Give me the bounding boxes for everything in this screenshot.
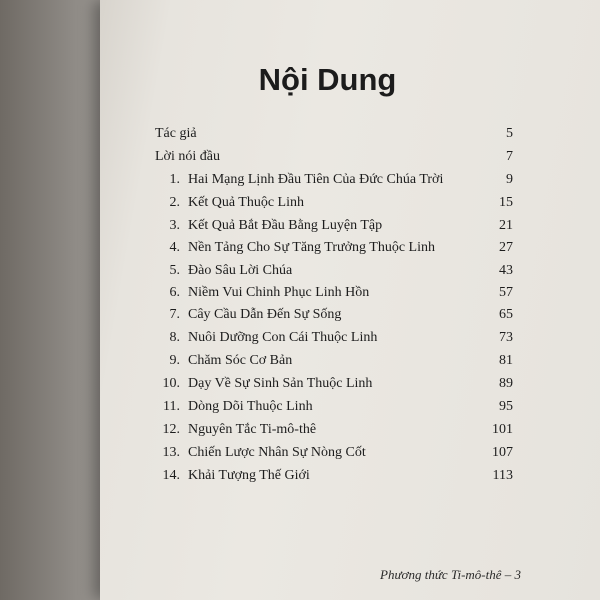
toc-chapter-number: 7.	[169, 307, 180, 322]
toc-chapter-4	[0, 240, 600, 262]
toc-chapter-label: Cây Cầu Dẫn Đến Sự Sống	[188, 307, 342, 322]
toc-chapter-page: 65	[499, 307, 513, 322]
page-footer: Phương thức Ti-mô-thê – 3	[380, 567, 521, 582]
toc-chapter-page: 113	[492, 468, 513, 483]
toc-chapter-label: Nguyên Tắc Ti-mô-thê	[188, 422, 317, 437]
toc-chapter-label: Chiến Lược Nhân Sự Nòng Cốt	[188, 445, 366, 460]
toc-chapter-14	[0, 468, 600, 490]
toc-chapter-page: 95	[499, 399, 513, 414]
toc-chapter-page: 21	[499, 218, 513, 233]
toc-chapter-label: Khải Tượng Thế Giới	[188, 468, 310, 483]
toc-chapter-label: Nuôi Dưỡng Con Cái Thuộc Linh	[188, 330, 378, 345]
toc-chapter-page: 81	[499, 353, 513, 368]
toc-chapter-page: 43	[499, 263, 513, 278]
toc-chapter-number: 3.	[169, 218, 180, 233]
toc-chapter-page: 73	[499, 330, 513, 345]
toc-chapter-label: Dòng Dõi Thuộc Linh	[188, 399, 313, 414]
toc-chapter-label: Dạy Về Sự Sinh Sản Thuộc Linh	[188, 376, 373, 391]
toc-chapter-number: 14.	[162, 468, 180, 483]
toc-chapter-1	[0, 172, 600, 194]
toc-entry-author	[0, 126, 600, 148]
toc-chapter-13	[0, 445, 600, 467]
toc-chapter-number: 8.	[169, 330, 180, 345]
toc-chapter-label: Hai Mạng Lịnh Đầu Tiên Của Đức Chúa Trời	[188, 172, 444, 187]
toc-chapter-page: 9	[506, 172, 513, 187]
toc-chapter-number: 12.	[162, 422, 180, 437]
toc-chapter-8	[0, 330, 600, 352]
toc-chapter-page: 107	[492, 445, 513, 460]
toc-chapter-number: 11.	[163, 399, 180, 414]
toc-chapter-page: 89	[499, 376, 513, 391]
toc-entry-preface	[0, 149, 600, 171]
toc-chapter-number: 4.	[169, 240, 180, 255]
toc-chapter-11	[0, 399, 600, 421]
toc-chapter-label: Nền Tảng Cho Sự Tăng Trưởng Thuộc Linh	[188, 240, 435, 255]
toc-chapter-number: 5.	[169, 263, 180, 278]
toc-chapter-number: 10.	[162, 376, 180, 391]
toc-chapter-6	[0, 285, 600, 307]
page-title: Nội Dung	[258, 62, 397, 97]
toc-chapter-number: 1.	[169, 172, 180, 187]
toc-chapter-label: Kết Quả Thuộc Linh	[188, 195, 304, 210]
toc-chapter-number: 9.	[169, 353, 180, 368]
toc-chapter-5	[0, 263, 600, 285]
toc-chapter-7	[0, 307, 600, 329]
toc-chapter-label: Niềm Vui Chinh Phục Linh Hồn	[188, 285, 370, 300]
toc-chapter-number: 2.	[169, 195, 180, 210]
toc-entry-label: Tác giả	[155, 126, 197, 141]
toc-chapter-10	[0, 376, 600, 398]
toc-chapter-page: 57	[499, 285, 513, 300]
toc-chapter-number: 6.	[169, 285, 180, 300]
toc-entry-page: 5	[506, 126, 513, 141]
toc-chapter-label: Đào Sâu Lời Chúa	[188, 263, 293, 278]
toc-chapter-label: Chăm Sóc Cơ Bản	[188, 353, 293, 368]
toc-chapter-page: 101	[492, 422, 513, 437]
toc-chapter-12	[0, 422, 600, 444]
toc-chapter-2	[0, 195, 600, 217]
toc-chapter-3	[0, 218, 600, 240]
toc-chapter-number: 13.	[162, 445, 180, 460]
toc-entry-label: Lời nói đầu	[155, 149, 220, 164]
toc-chapter-9	[0, 353, 600, 375]
toc-chapter-page: 15	[499, 195, 513, 210]
toc-entry-page: 7	[506, 149, 513, 164]
toc-chapter-label: Kết Quả Bắt Đầu Bằng Luyện Tập	[188, 218, 383, 233]
toc-chapter-page: 27	[499, 240, 513, 255]
